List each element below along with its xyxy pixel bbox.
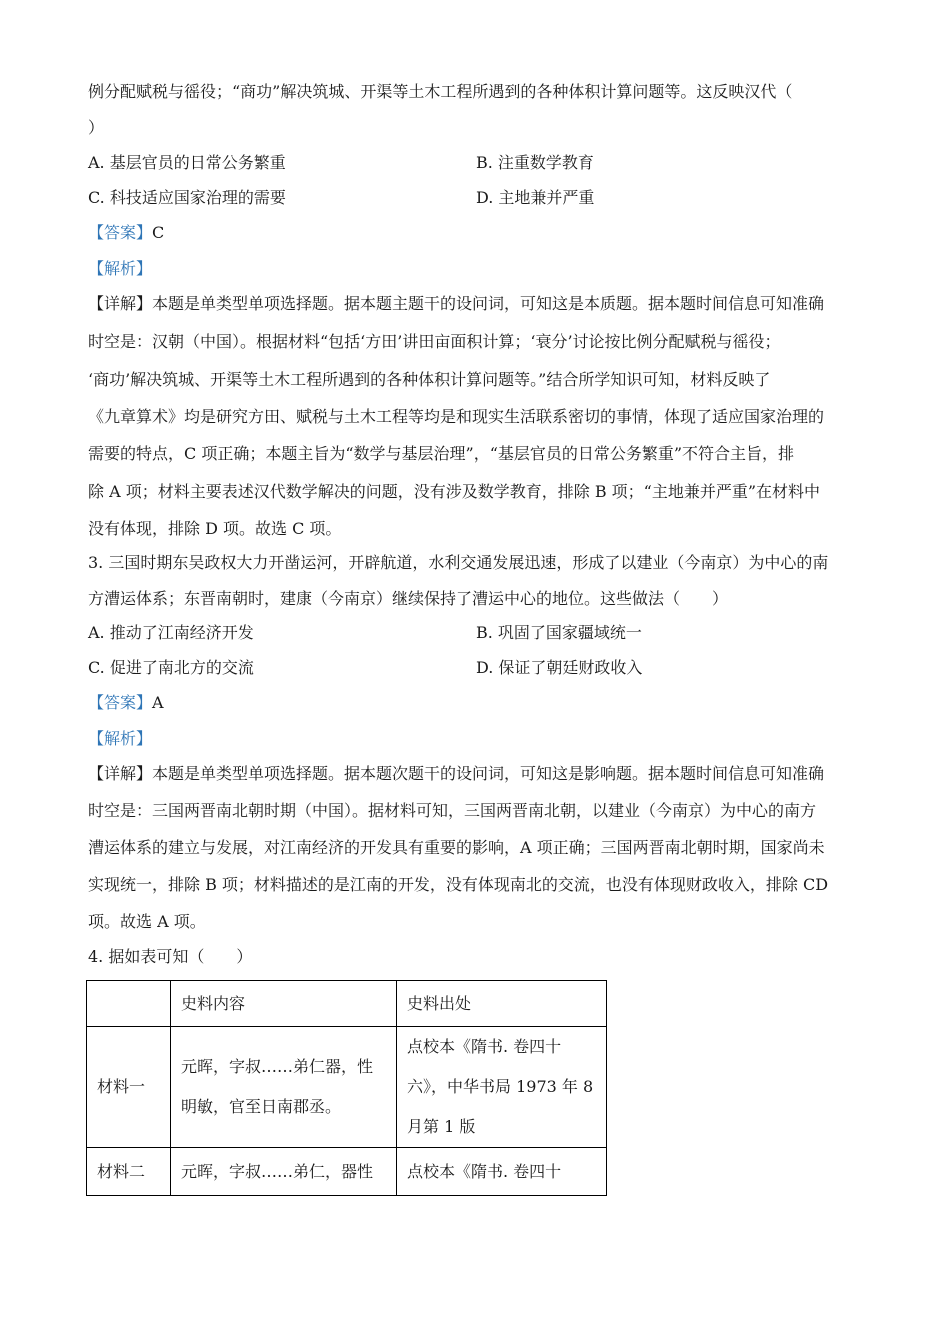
q3-option-c: C. 促进了南北方的交流 [88,658,254,677]
table-row [87,1148,607,1196]
q2-detail-line-5: 需要的特点，C 项正确；本题主旨为“数学与基层治理”，“基层官员的日常公务繁重”不符合主旨，排 [88,444,795,463]
q2-detail-line-6: 除 A 项；材料主要表述汉代数学解决的问题，没有涉及数学教育，排除 B 项；“主地兼并严重”在材料中 [88,482,821,501]
row-content [171,1027,397,1148]
table-header-row [87,981,607,1027]
content-line: 明敏，官至日南郡丞。 [181,1097,342,1116]
q2-option-a: A. 基层官员的日常公务繁重 [88,153,286,172]
q3-option-a: A. 推动了江南经济开发 [88,623,254,642]
row-source: 点校本《隋书. 卷四十 [397,1148,607,1196]
q2-option-c: C. 科技适应国家治理的需要 [88,188,286,207]
q3-answer-line [88,692,164,714]
q2-answer-tag: 【答案】 [88,223,153,242]
q2-detail-line-3: ‘商功’解决筑城、开渠等土木工程所遇到的各种体积计算问题等。”结合所学知识可知，材料反映了 [88,370,771,389]
q2-detail-text: 本题是单类型单项选择题。据本题主题干的设问词，可知这是本质题。据本题时间信息可知准确 [152,294,825,313]
q3-stem-line-1: 3. 三国时期东吴政权大力开凿运河，开辟航道，水利交通发展迅速，形成了以建业（今南京）为中心的南 [88,553,829,572]
table-header-cell [87,981,171,1027]
q2-option-b: B. 注重数学教育 [476,153,594,172]
q3-detail-line-2: 时空是：三国两晋南北朝时期（中国）。据材料可知，三国两晋南北朝，以建业（今南京）为中心的南方 [88,801,817,820]
q3-detail-line-4: 实现统一，排除 B 项；材料描述的是江南的开发，没有体现南北的交流，也没有体现财政收入，排除 CD [88,875,829,894]
source-line: 六》，中华书局 1973 年 8 [407,1077,594,1096]
q3-answer-tag: 【答案】 [88,693,153,712]
q3-analysis-tag: 【解析】 [88,729,153,748]
q3-detail-line-3: 漕运体系的建立与发展，对江南经济的开发具有重要的影响，A 项正确；三国两晋南北朝时期，国家尚未 [88,838,825,857]
row-content: 元晖，字叔……弟仁，器性 [171,1148,397,1196]
q2-detail-tag: 【详解】 [88,294,153,313]
q3-detail-text: 本题是单类型单项选择题。据本题次题干的设问词，可知这是影响题。据本题时间信息可知准确 [152,764,825,783]
q2-detail-line-1 [88,293,824,315]
q2-analysis-tag: 【解析】 [88,259,153,278]
table-header-cell: 史料内容 [171,981,397,1027]
q2-stem-continuation: 例分配赋税与徭役；“商功”解决筑城、开渠等土木工程所遇到的各种体积计算问题等。这反映汉代（ [88,82,793,101]
q4-stem: 4. 据如表可知（ ） [88,947,253,966]
q2-detail-line-2: 时空是：汉朝（中国）。根据材料“包括‘方田’讲田亩面积计算；‘衰分’讨论按比例分配赋税与徭役； [88,332,781,351]
row-label: 材料一 [87,1027,171,1148]
table-row [87,1027,607,1148]
row-label: 材料二 [87,1148,171,1196]
q3-detail-line-5: 项。故选 A 项。 [88,912,206,931]
table-header-cell: 史料出处 [397,981,607,1027]
row-source [397,1027,607,1148]
source-table [86,980,607,1196]
content-line: 元晖，字叔……弟仁器，性 [181,1057,374,1076]
q3-stem-line-2: 方漕运体系；东晋南朝时，建康（今南京）继续保持了漕运中心的地位。这些做法（ ） [88,589,729,608]
q2-answer-line [88,222,164,244]
q3-detail-tag: 【详解】 [88,764,153,783]
q3-answer: A [152,693,164,712]
q3-option-d: D. 保证了朝廷财政收入 [476,658,643,677]
q2-option-d: D. 主地兼并严重 [476,188,595,207]
q2-answer: C [152,223,165,242]
q3-detail-line-1 [88,763,824,785]
q3-option-b: B. 巩固了国家疆域统一 [476,623,642,642]
source-line: 月第 1 版 [407,1117,476,1136]
q2-detail-line-7: 没有体现，排除 D 项。故选 C 项。 [88,519,342,538]
q2-stem-end: ） [88,118,105,137]
source-line: 点校本《隋书. 卷四十 [407,1037,562,1056]
q2-detail-line-4: 《九章算术》均是研究方田、赋税与土木工程等均是和现实生活联系密切的事情，体现了适应国家治理的 [88,407,825,426]
